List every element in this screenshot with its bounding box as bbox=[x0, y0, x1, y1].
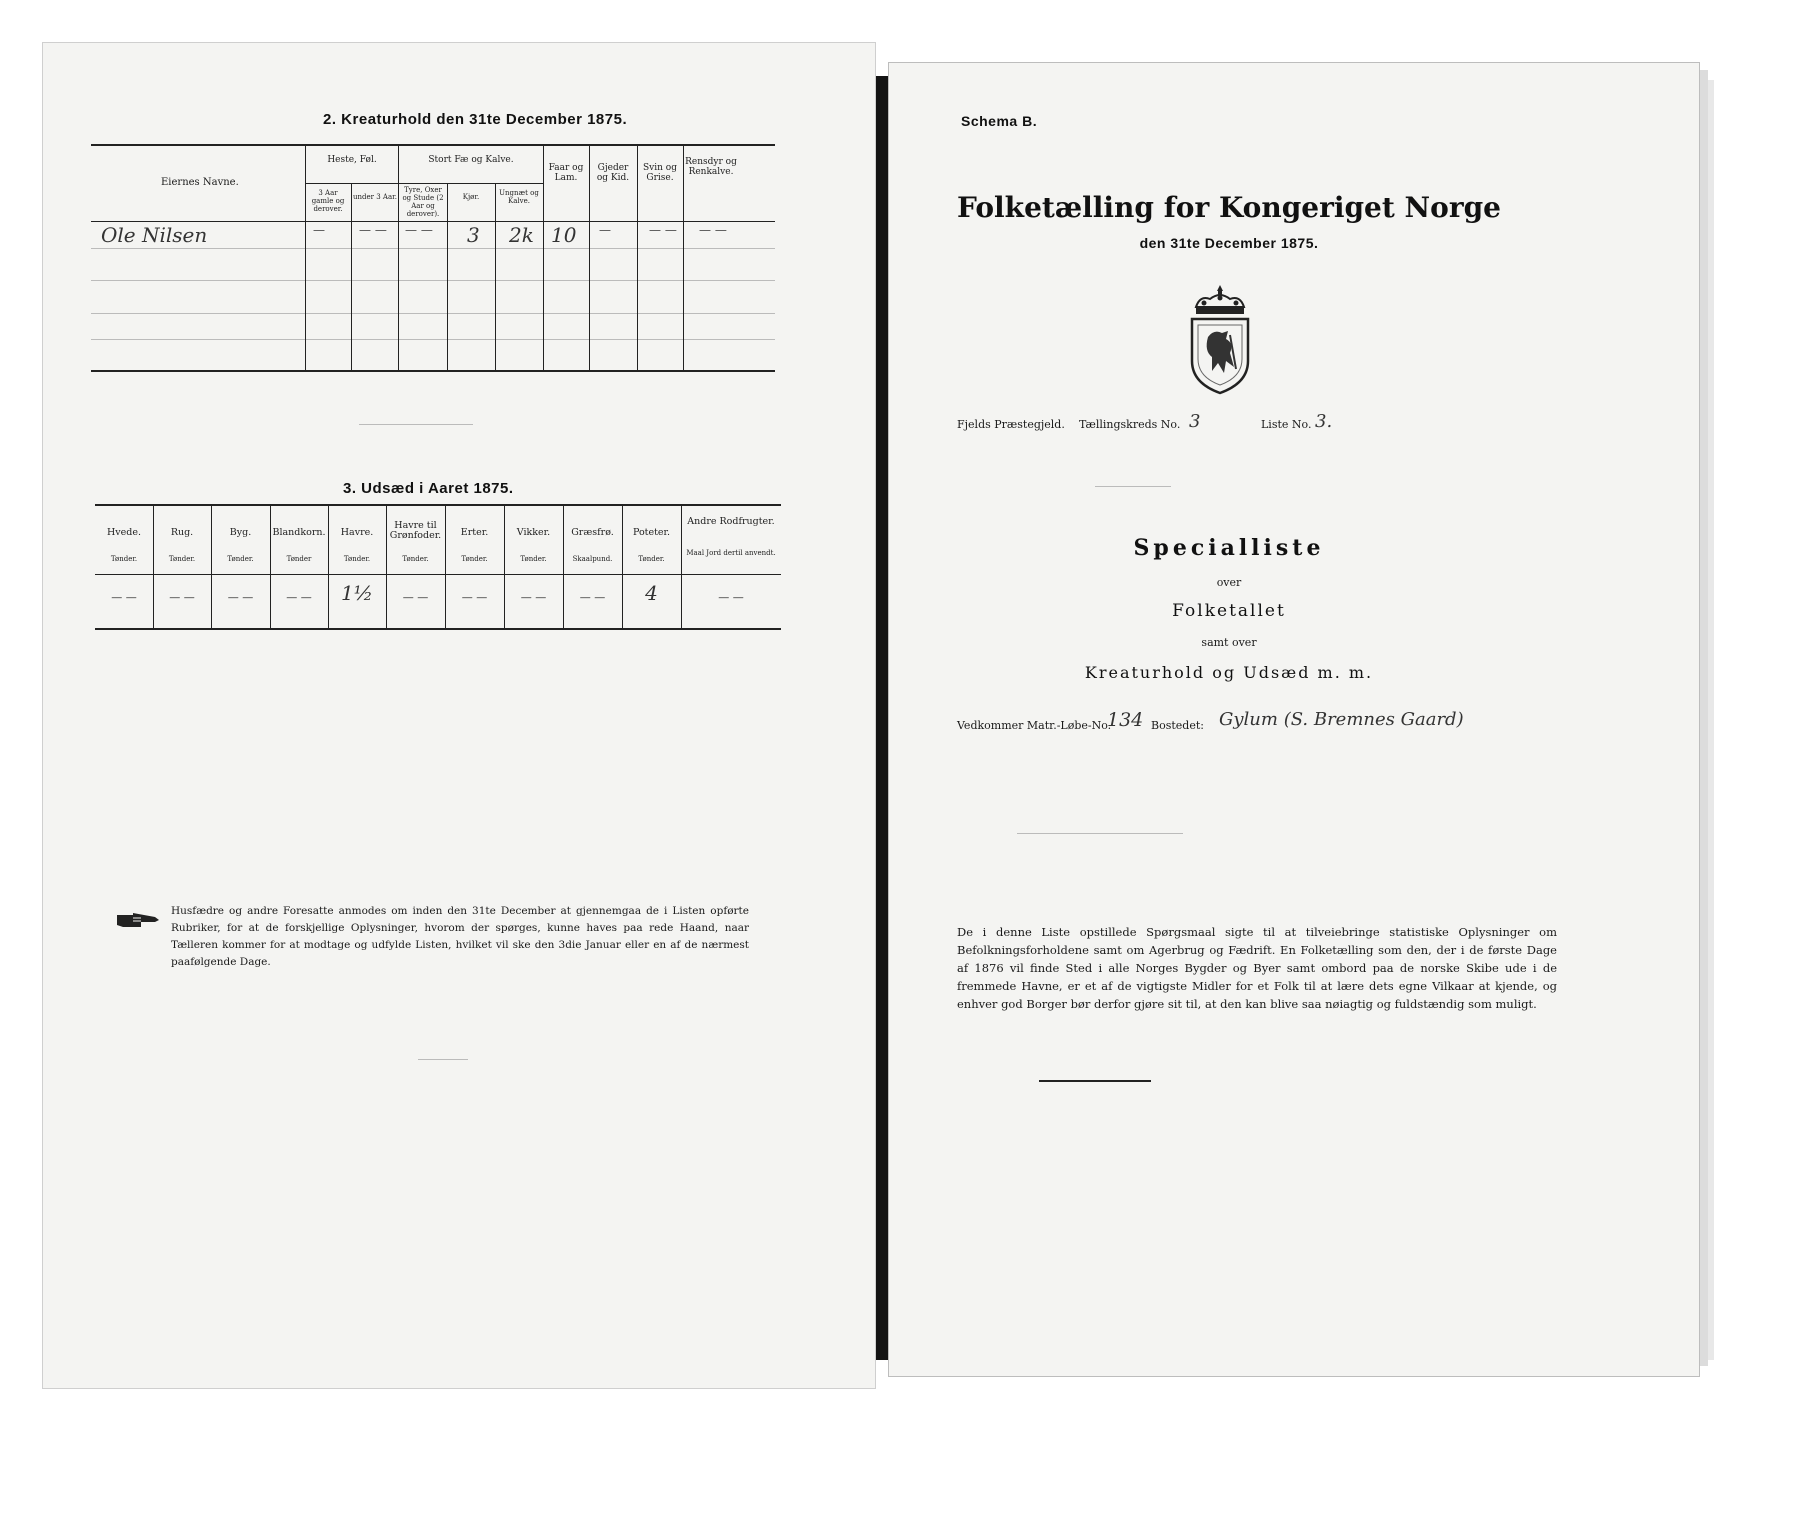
column-divider bbox=[445, 504, 446, 628]
table-rule bbox=[91, 370, 775, 372]
crop-column-header: Havre til Grønfoder. bbox=[389, 520, 442, 541]
over-text: over bbox=[1216, 576, 1242, 589]
crop-value: 4 bbox=[645, 581, 658, 605]
crop-column-header: Vikker. bbox=[516, 527, 551, 538]
owner-name: Ole Nilsen bbox=[101, 223, 208, 247]
column-divider bbox=[351, 183, 352, 370]
crop-column-header: Rug. bbox=[170, 527, 194, 538]
crop-value: 1½ bbox=[340, 581, 374, 605]
crop-value: — — bbox=[111, 591, 137, 604]
crop-column-unit: Skaalpund. bbox=[572, 555, 613, 563]
divider bbox=[359, 424, 473, 425]
column-divider bbox=[328, 504, 329, 628]
crop-value: — — bbox=[520, 591, 547, 604]
folketallet-text: Folketallet bbox=[1172, 601, 1286, 621]
crop-value: — — bbox=[227, 591, 254, 604]
document-title: Folketælling for Kongeriget Norge bbox=[957, 191, 1501, 224]
tellingskreds-label: Tællingskreds No. bbox=[1079, 418, 1181, 431]
divider bbox=[1095, 486, 1171, 487]
column-header-owner: Eiernes Navne. bbox=[161, 177, 239, 188]
cell-heste-a: — bbox=[313, 223, 325, 237]
column-header-stort-a: Tyre, Oxer og Stude (2 Aar og derover). bbox=[402, 186, 444, 218]
table-rule bbox=[95, 628, 781, 630]
column-divider bbox=[589, 144, 590, 370]
cell-faar: 10 bbox=[551, 223, 577, 247]
explanatory-paragraph: De i denne Liste opstillede Spørgsmaal sigte til at tilveiebringe statistiske Oplysninger om Befolkningsforholdene samt om Agerbrug og Fædrift. En Folketælling som den, der i de første Dage af 1876 vil finde Sted i alle Norges Bygder og Byer samt ombord paa de norske Skibe ude i de fremmede Havne, er et af de vigtigste Midler for et Folk til at lære dets egne Vilkaar at kjende, og enhver god Borger bør derfor gjøre sit til, at den kan blive saa nøiagtig og fuldstændig som muligt. bbox=[957, 925, 1557, 1011]
crop-value: — — bbox=[169, 591, 195, 604]
right-page bbox=[888, 62, 1700, 1377]
crop-value: — — bbox=[461, 591, 488, 604]
table-rule bbox=[91, 221, 775, 222]
table-rule bbox=[91, 144, 775, 146]
column-divider bbox=[447, 183, 448, 370]
crop-column-unit: Tønder. bbox=[638, 555, 665, 563]
crop-column-unit: Tønder. bbox=[227, 555, 254, 563]
column-divider bbox=[543, 144, 544, 370]
crop-column-unit: Tønder. bbox=[168, 555, 196, 563]
crop-value: — — bbox=[579, 591, 606, 604]
pointing-hand-icon bbox=[115, 909, 161, 933]
column-divider bbox=[305, 144, 306, 370]
row-line bbox=[91, 280, 775, 281]
cell-gjeder: — bbox=[599, 223, 611, 237]
crop-column-unit: Maal Jord dertil anvendt. bbox=[686, 549, 776, 557]
column-header-heste-a: 3 Aar gamle og derover. bbox=[311, 189, 345, 213]
cell-svin: — — bbox=[649, 223, 677, 237]
samt-over-text: samt over bbox=[1201, 636, 1257, 649]
cell-stort-c: 2k bbox=[509, 223, 534, 247]
crop-value: — — bbox=[286, 591, 312, 604]
bostedet-value: Gylum (S. Bremnes Gaard) bbox=[1219, 709, 1464, 730]
matr-label: Vedkommer Matr.-Løbe-No. bbox=[957, 719, 1112, 732]
section2-title: 2. Kreaturhold den 31te December 1875. bbox=[323, 111, 628, 128]
row-line bbox=[91, 313, 775, 314]
crop-column-unit: Tønder. bbox=[461, 555, 488, 563]
crop-column-header: Byg. bbox=[229, 527, 252, 538]
column-divider bbox=[563, 504, 564, 628]
column-header-rensdyr: Rensdyr og Renkalve. bbox=[685, 157, 737, 177]
cell-stort-a: — — bbox=[405, 223, 433, 237]
coat-of-arms-emblem bbox=[1184, 283, 1256, 395]
table-rule bbox=[95, 504, 781, 506]
column-divider bbox=[398, 144, 399, 370]
matr-no: 134 bbox=[1107, 709, 1144, 731]
column-header-gjeder: Gjeder og Kid. bbox=[596, 163, 630, 183]
left-page bbox=[42, 42, 876, 1389]
column-divider bbox=[270, 504, 271, 628]
page-edge bbox=[1708, 80, 1714, 1360]
instruction-note: Husfædre og andre Foresatte anmodes om inden den 31te December at gjennemgaa de i Listen opførte Rubriker, for at de forskjellige Oplysninger, hvorom der spørges, kunne haves paa rede Haand, naar Tælleren kommer for at modtage og udfylde Listen, hvilket vil ske den 3die Januar eller en af de nærmest paafølgende Dage. bbox=[171, 905, 749, 968]
closing-rule bbox=[1039, 1080, 1151, 1082]
group-rule bbox=[305, 183, 543, 184]
column-group-stort-fae: Stort Fæ og Kalve. bbox=[428, 155, 514, 165]
column-divider bbox=[622, 504, 623, 628]
crop-column-unit: Tønder. bbox=[110, 555, 138, 563]
crop-column-unit: Tønder bbox=[286, 555, 312, 563]
column-divider bbox=[504, 504, 505, 628]
book-spine bbox=[876, 76, 888, 1360]
crop-column-header: Hvede. bbox=[107, 527, 141, 538]
column-divider bbox=[683, 144, 684, 370]
crop-column-header: Blandkorn. bbox=[272, 527, 326, 538]
column-header-stort-b: Kjør. bbox=[462, 193, 480, 201]
cell-rensdyr: — — bbox=[699, 223, 727, 237]
column-header-heste-b: under 3 Aar. bbox=[353, 193, 397, 201]
kreaturhold-text: Kreaturhold og Udsæd m. m. bbox=[1084, 663, 1374, 682]
section3-title: 3. Udsæd i Aaret 1875. bbox=[343, 480, 514, 497]
column-header-svin: Svin og Grise. bbox=[643, 163, 677, 183]
column-group-heste: Heste, Føl. bbox=[327, 155, 377, 165]
liste-no: 3. bbox=[1315, 411, 1333, 432]
row-line bbox=[91, 339, 775, 340]
cell-stort-b: 3 bbox=[467, 223, 480, 247]
crop-column-unit: Tønder. bbox=[520, 555, 547, 563]
crop-column-header: Erter. bbox=[460, 527, 489, 538]
column-divider bbox=[495, 183, 496, 370]
column-header-faar: Faar og Lam. bbox=[548, 163, 584, 183]
document-subtitle: den 31te December 1875. bbox=[1139, 235, 1319, 251]
row-line bbox=[91, 248, 775, 249]
specialliste-heading: Specialliste bbox=[1133, 535, 1325, 561]
cell-heste-b: — — bbox=[359, 223, 387, 237]
column-divider bbox=[153, 504, 154, 628]
schema-label: Schema B. bbox=[961, 113, 1038, 129]
divider bbox=[1017, 833, 1183, 834]
tellingskreds-no: 3 bbox=[1189, 411, 1201, 432]
crop-column-header: Poteter. bbox=[632, 527, 671, 538]
column-divider bbox=[211, 504, 212, 628]
prestegjeld-label: Fjelds Præstegjeld. bbox=[957, 418, 1065, 431]
divider bbox=[418, 1059, 468, 1060]
crop-value: — — bbox=[718, 591, 744, 604]
crop-column-header: Græsfrø. bbox=[571, 527, 614, 538]
crop-column-unit: Tønder. bbox=[343, 555, 371, 563]
crop-value: — — bbox=[402, 591, 429, 604]
bostedet-label: Bostedet: bbox=[1151, 719, 1204, 732]
table-rule bbox=[95, 574, 781, 575]
liste-label: Liste No. bbox=[1261, 418, 1312, 431]
crop-column-header: Andre Rodfrugter. bbox=[687, 516, 775, 527]
column-divider bbox=[637, 144, 638, 370]
column-header-stort-c: Ungnæt og Kalve. bbox=[499, 189, 539, 205]
crop-column-unit: Tønder. bbox=[402, 555, 429, 563]
crop-column-header: Havre. bbox=[340, 527, 374, 538]
